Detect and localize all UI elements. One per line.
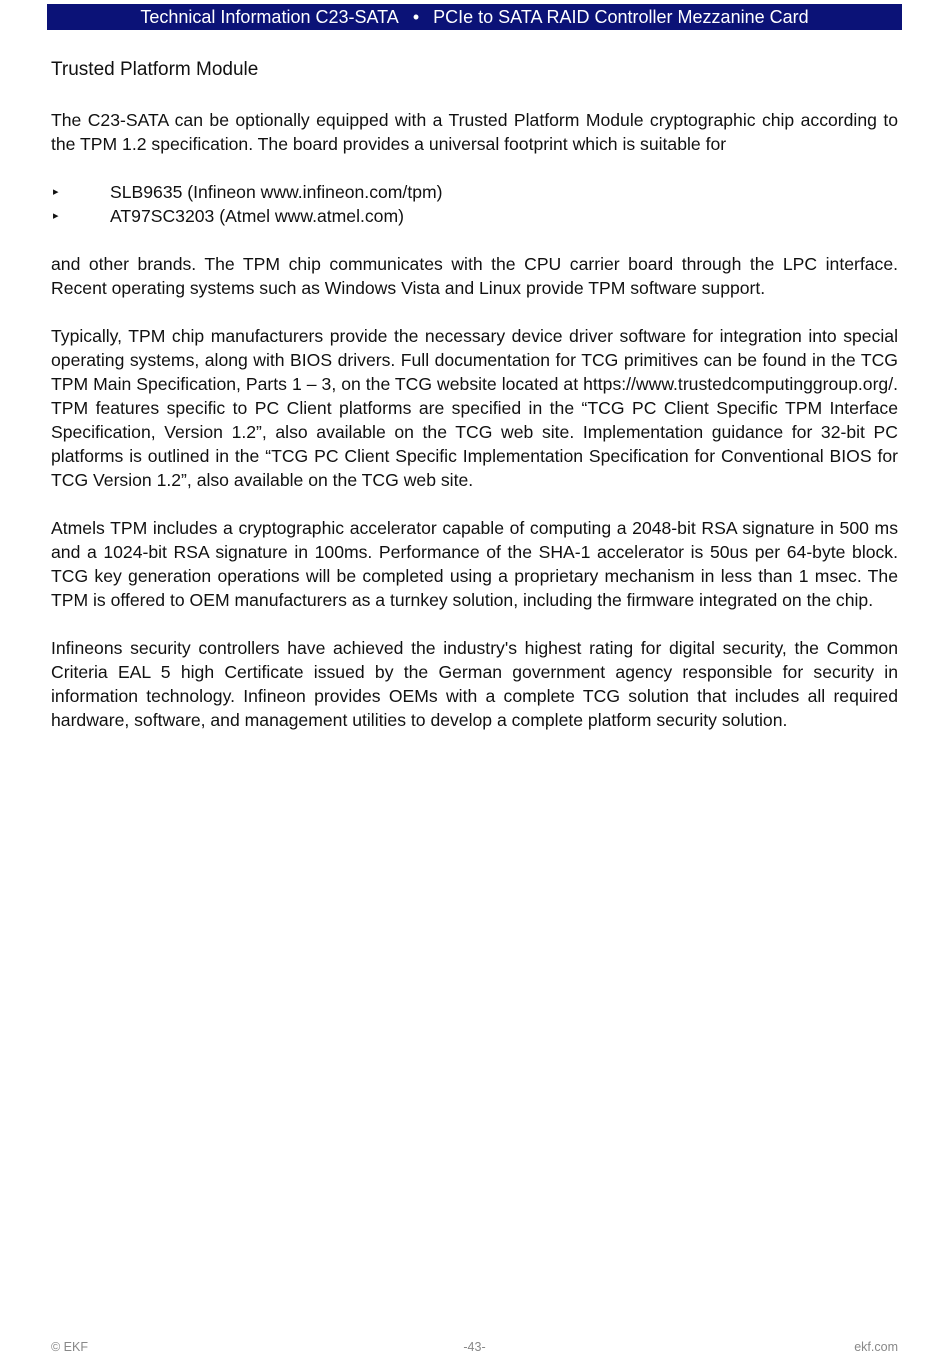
bullet-arrow-icon: ▸	[53, 186, 59, 198]
list-item-text: AT97SC3203 (Atmel www.atmel.com)	[110, 206, 404, 226]
list-item	[51, 204, 898, 228]
header-title-right: PCIe to SATA RAID Controller Mezzanine Card	[433, 7, 809, 27]
page-content	[51, 56, 898, 756]
paragraph-atmel: Atmels TPM includes a cryptographic accelerator capable of computing a 2048-bit RSA signature in 500 ms and a 1024-bit RSA signature in 100ms. Performance of the SHA-1 accelerator is 50us per 64-byte block. TCG key generation operations will be completed using a proprietary mechanism in less than 1 msec. The TPM is offered to OEM manufacturers as a turnkey solution, including the firmware integrated on the chip.	[51, 518, 898, 610]
footer-website: ekf.com	[854, 1340, 898, 1354]
header-separator-bullet: •	[412, 7, 420, 27]
page-footer	[51, 1340, 898, 1358]
footer-page-number: -43-	[463, 1340, 486, 1354]
paragraph-infineon: Infineons security controllers have achieved the industry's highest rating for digital security, the Common Criteria EAL 5 high Certificate issued by the German government agency responsible for security in information technology. Infineon provides OEMs with a complete TCG solution that includes all required hardware, software, and management utilities to develop a complete platform security solution.	[51, 638, 898, 730]
bullet-arrow-icon: ▸	[53, 210, 59, 222]
page-header-bar	[47, 4, 902, 30]
list-item	[51, 180, 898, 204]
paragraph-intro: The C23-SATA can be optionally equipped with a Trusted Platform Module cryptographic chip according to the TPM 1.2 specification. The board provides a universal footprint which is suitable for	[51, 110, 898, 154]
paragraph-drivers: Typically, TPM chip manufacturers provide the necessary device driver software for integration into special operating systems, along with BIOS drivers. Full documentation for TCG primitives can be found in the TCG TPM Main Specification, Parts 1 – 3, on the TCG website located at https://www.trustedcomputinggroup.org/. TPM features specific to PC Client platforms are specified in the “TCG PC Client Specific TPM Interface Specification, Version 1.2”, also available on the TCG web site. Implementation guidance for 32-bit PC platforms is outlined in the “TCG PC Client Specific Implementation Specification for Conventional BIOS for TCG Version 1.2”, also available on the TCG web site.	[51, 326, 898, 490]
section-title: Trusted Platform Module	[51, 59, 259, 80]
paragraph-brands: and other brands. The TPM chip communicates with the CPU carrier board through the LPC interface. Recent operating systems such as Windows Vista and Linux provide TPM software support.	[51, 254, 898, 298]
header-title-left: Technical Information C23-SATA	[140, 7, 399, 27]
footprint-list	[51, 180, 898, 228]
footer-copyright: © EKF	[51, 1340, 88, 1354]
list-item-text: SLB9635 (Infineon www.infineon.com/tpm)	[110, 182, 443, 202]
